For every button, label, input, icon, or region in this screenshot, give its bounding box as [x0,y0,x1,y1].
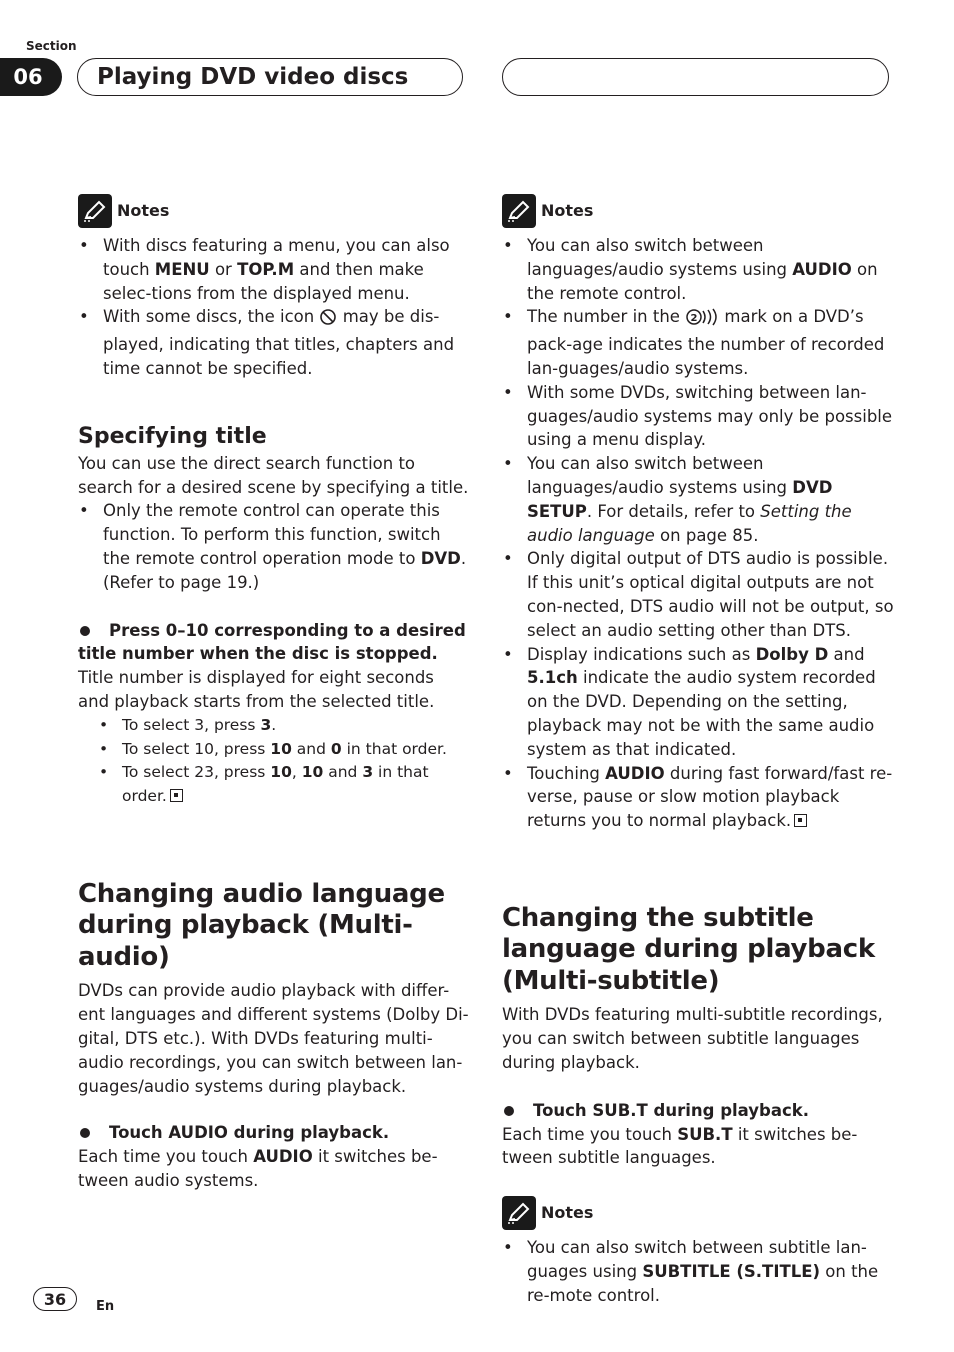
prohibited-icon [319,308,337,333]
notes-list [78,234,470,381]
list-item: • To select 23, press 10, 10 and 3 in that order. [122,761,470,809]
notes-label: Notes [117,201,170,221]
subtitle-notes-list [502,1236,897,1307]
notes-list [502,234,897,833]
left-column [78,194,470,1193]
audio-mark-number: 2 [690,313,698,325]
list-item: • You can also switch between languages/audio systems using DVD SETUP. For details, refer to Setting the audio language on page 85. [502,452,897,547]
audio-intro: DVDs can provide audio playback with differ-ent languages and different systems (Dolby Di-gital, DTS etc.). With DVDs featuring multi-audio recordings, you can switch between lan-guages/audio systems during playback. [78,981,469,1096]
step-description: Title number is displayed for eight seconds and playback starts from the selected title. [78,668,435,711]
list-item: • With discs featuring a menu, you can also touch MENU or TOP.M and then make selec-tions from the displayed menu. [78,234,470,305]
page-number: 36 [33,1287,77,1311]
pencil-note-icon [502,1196,536,1230]
list-item: • You can also switch between subtitle lan-guages using SUBTITLE (S.TITLE) on the re-mote control. [502,1236,897,1307]
list-item: • Display indications such as Dolby D and 5.1ch indicate the audio system recorded on the DVD. Depending on the setting, playback may not be with the same audio system as that indicated. [502,643,897,762]
notes-heading [502,194,897,228]
chapter-title-text: Playing DVD video discs [97,64,409,90]
step-examples [78,714,470,809]
step-bullet-icon [80,626,90,636]
audio-heading: Changing audio language during playback (Multi-audio) [78,878,445,972]
list-item: • To select 3, press 3. [122,714,470,738]
audio-languages-mark-icon [685,308,719,333]
notes-heading [78,194,470,228]
list-item: • With some DVDs, switching between lan-guages/audio systems may only be possible using a menu display. [502,381,897,452]
section-number-badge: 06 [0,58,62,96]
header-empty-box [502,58,889,96]
notes-heading [502,1196,897,1230]
step-bullet-icon [80,1128,90,1138]
list-item: • To select 10, press 10 and 0 in that order. [122,738,470,762]
specifying-title-bullets [78,499,470,594]
audio-step-description: Each time you touch AUDIO it switches be-tween audio systems. [78,1147,438,1191]
list-item: • With some discs, the icon may be dis-played, indicating that titles, chapters and time cannot be specified. [78,305,470,380]
step-press-numbers: Press 0–10 corresponding to a desired title number when the disc is stopped. [78,620,466,664]
end-mark-icon [794,814,807,827]
step-touch-subt: Touch SUB.T during playback. [502,1099,897,1123]
list-item: • Only digital output of DTS audio is possible. If this unit’s optical digital outputs are not con-nected, DTS audio will not be output, so select an audio setting other than DTS. [502,547,897,642]
specifying-title-heading: Specifying title [78,423,267,449]
list-item: • Only the remote control can operate this function. To perform this function, switch the remote control operation mode to DVD. (Refer to page 19.) [78,499,470,594]
subtitle-step-description: Each time you touch SUB.T it switches be-tween subtitle languages. [502,1124,858,1168]
subtitle-heading: Changing the subtitle language during playback (Multi-subtitle) [502,902,875,996]
pencil-note-icon [502,194,536,228]
step-touch-audio: Touch AUDIO during playback. [78,1121,470,1145]
pencil-note-icon [78,194,112,228]
right-column [502,194,897,1308]
chapter-title [77,58,463,96]
list-item: • The number in the 2 mark on a DVD’s pack-age indicates the number of recorded lan-guages/audio systems. [502,305,897,380]
section-label: Section [26,39,77,53]
list-item: • Touching AUDIO during fast forward/fast re-verse, pause or slow motion playback returns you to normal playback. [502,762,897,833]
end-mark-icon [170,789,183,802]
notes-label: Notes [541,201,594,221]
step-bullet-icon [504,1106,514,1116]
list-item: • You can also switch between languages/audio systems using AUDIO on the remote control. [502,234,897,305]
subtitle-intro: With DVDs featuring multi-subtitle recordings, you can switch between subtitle languages during playback. [502,1005,883,1073]
language-code: En [96,1299,115,1314]
specifying-title-intro: You can use the direct search function to search for a desired scene by specifying a title. [78,453,469,497]
notes-label: Notes [541,1203,594,1223]
